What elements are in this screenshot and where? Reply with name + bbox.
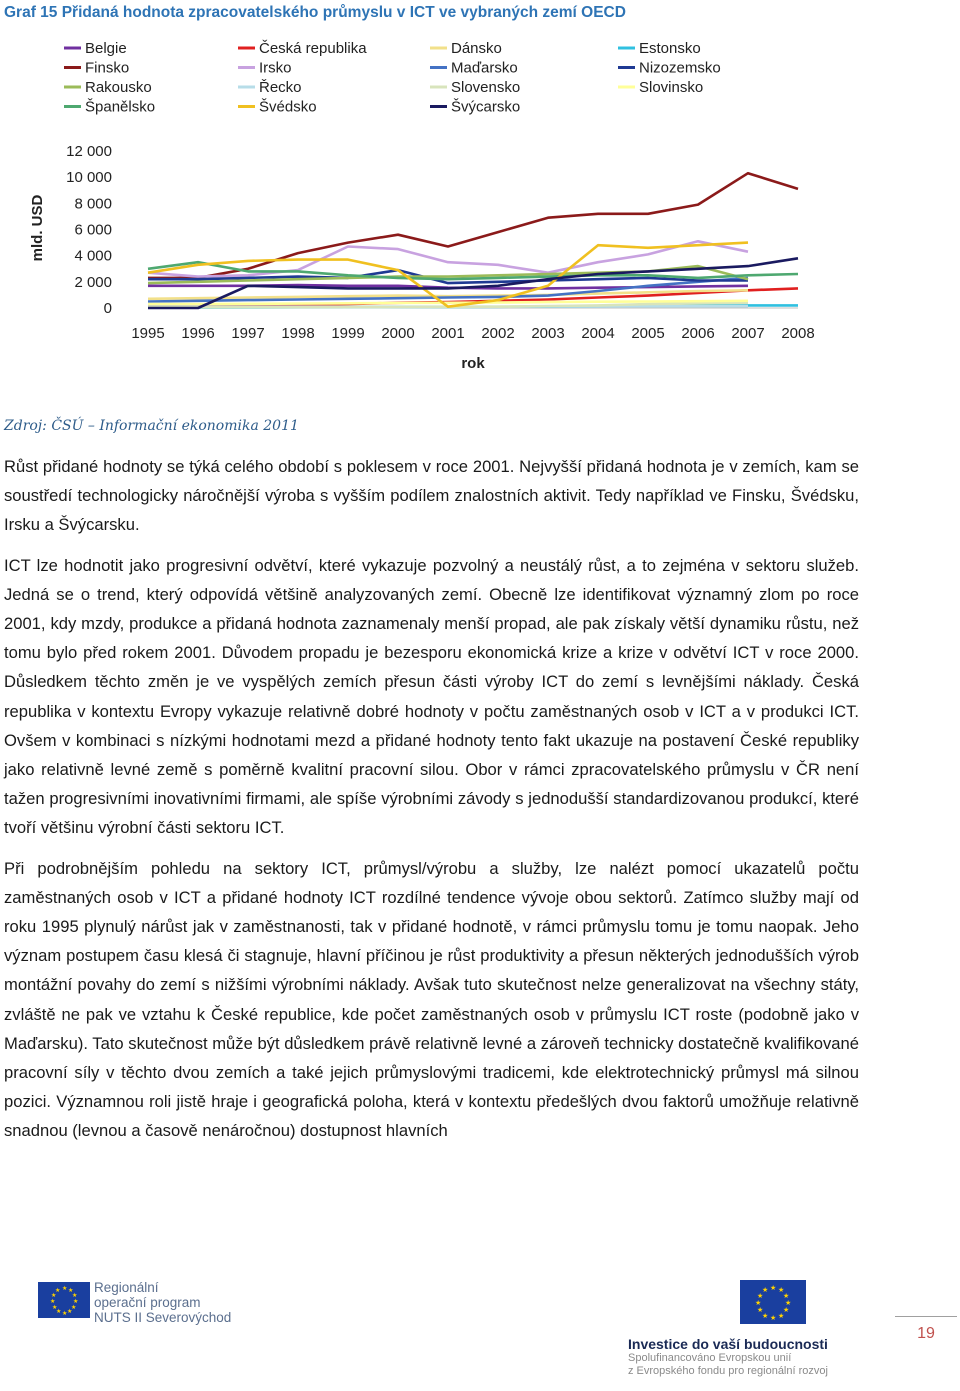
svg-text:★: ★ <box>762 1312 769 1320</box>
x-tick-label: 1996 <box>181 325 215 342</box>
svg-text:★: ★ <box>755 1299 762 1307</box>
page-footer <box>0 1270 960 1391</box>
x-tick-label: 2005 <box>631 325 665 342</box>
svg-text:★: ★ <box>51 1292 57 1299</box>
svg-text:★: ★ <box>55 1287 61 1294</box>
svg-text:★: ★ <box>770 1284 777 1292</box>
x-tick-label: 1995 <box>131 325 165 342</box>
legend-label: Slovensko <box>451 79 521 96</box>
y-tick-label: 4 000 <box>74 247 112 265</box>
figure-caption: Graf 15 Přidaná hodnota zpracovatelského průmyslu v ICT ve vybraných zemí OECD <box>4 4 626 21</box>
svg-text:★: ★ <box>757 1306 764 1314</box>
body-text <box>4 452 859 1146</box>
svg-text:★: ★ <box>757 1292 764 1300</box>
legend-label: Irsko <box>259 59 292 77</box>
svg-text:★: ★ <box>71 1304 77 1311</box>
y-tick-label: 8 000 <box>74 195 112 213</box>
x-tick-label: 2001 <box>431 325 465 342</box>
x-tick-label: 2008 <box>781 325 815 342</box>
y-tick-labels <box>66 143 112 317</box>
legend-label: Dánsko <box>451 40 502 57</box>
paragraph-2: ICT lze hodnotit jako progresivní odvětví, které vykazuje pozvolný a neustálý růst, a to zejména v sektoru služeb. Jedná se o trend, který odpovídá většině analyzovaných zemí. Obecně lze identifikovat významný zlom po roce 2001, kdy mzdy, produkce a přidaná hodnota zaznamenaly menší propad, ale pak získaly větší dynamiku růstu, než tomu bylo před rokem 2001. Důvodem propadu je bezesporu ekonomická krize a krize v odvětví ICT v roce 2000. Důsledkem těchto změn je ve vyspělých zemích přesun části výroby ICT do zemí s levnějšími náklady. Česká republika v kontextu Evropy vykazuje relativně dobré hodnoty v počtu zaměstnaných osob v ICT a v produkci ICT. Ovšem v kombinaci s nízkými hodnotami mezd a přidané hodnoty tento fakt ukazuje na postavení České republiky jako relativně levné země s poměrně kvalitní pracovní silou. Obor v rámci zpracovatelského průmyslu v ČR není tažen progresivními inovativními firmami, ale spíše výrobními závody s jednodušší standardizovanou produkcí, které tvoří většinu výrobní části sektoru ICT. <box>4 555 859 838</box>
y-tick-label: 12 000 <box>66 143 112 160</box>
legend-label: Finsko <box>85 59 130 77</box>
svg-text:★: ★ <box>783 1306 790 1314</box>
svg-text:★: ★ <box>783 1292 790 1300</box>
legend-label: Belgie <box>85 40 127 57</box>
legend-label: Slovinsko <box>639 79 704 96</box>
svg-text:★: ★ <box>778 1286 785 1294</box>
svg-text:★: ★ <box>62 1285 68 1292</box>
program-line-2: operační program <box>94 1295 201 1310</box>
y-tick-label: 6 000 <box>74 221 112 239</box>
y-tick-label: 10 000 <box>66 169 112 187</box>
legend-label: Estonsko <box>639 40 701 57</box>
svg-text:★: ★ <box>73 1298 79 1305</box>
svg-text:★: ★ <box>72 1292 78 1299</box>
x-tick-label: 2000 <box>381 325 415 342</box>
slogan-line-1: Investice do vaší budoucnosti <box>628 1336 828 1352</box>
svg-text:★: ★ <box>52 1304 58 1311</box>
x-tick-label: 2006 <box>681 325 715 342</box>
program-line-3: NUTS II Severovýchod <box>94 1310 232 1325</box>
svg-text:★: ★ <box>68 1287 74 1294</box>
eu-flag-icon <box>740 1280 806 1324</box>
x-tick-label: 1997 <box>231 325 265 342</box>
legend-label: Česká republika <box>259 40 367 57</box>
investment-slogan <box>628 1336 828 1378</box>
svg-text:★: ★ <box>56 1308 62 1315</box>
program-logo-text <box>94 1280 231 1325</box>
x-tick-label: 2004 <box>581 325 615 342</box>
x-tick-label: 2007 <box>731 325 765 342</box>
legend-label: Švýcarsko <box>451 98 521 116</box>
source-note: Zdroj: ČSÚ – Informační ekonomika 2011 <box>4 418 299 434</box>
legend-label: Maďarsko <box>451 59 518 77</box>
legend-label: Rakousko <box>85 79 152 96</box>
svg-text:★: ★ <box>50 1298 56 1305</box>
line-chart <box>0 36 960 381</box>
svg-text:★: ★ <box>62 1310 68 1317</box>
svg-text:★: ★ <box>762 1286 769 1294</box>
paragraph-3: Při podrobnějším pohledu na sektory ICT, průmysl/výrobu a služby, lze nalézt pomocí ukazatelů počtu zaměstnaných osob v ICT a přidané hodnoty ICT rozdílné tendence vývoje obou sektorů. Zatímco služby mají od roku 1995 plynulý nárůst jak v zaměstnanosti, tak v přidané hodnotě, v rámci průmyslu tomu je tomu naopak. Jeho význam postupem času klesá či stagnuje, hlavní příčinou je růst produktivity a přesun některých jednodušších výrob montážní povahy do zemí s nižšími výrobními náklady. Avšak tuto skutečnost nelze generalizovat na všechny státy, zvláště ne pak ve vztahu k České republice, kde počet zaměstnaných osob v průmyslu ICT roste (podobně jako v Maďarsku). Tato skutečnost může být důsledkem právě relativně levné a zároveň technicky dostatečně kvalifikované pracovní síly v těchto dvou zemích a také jejich průmyslovými tradicemi, kde elektrotechnický průmysl má silnou pozici. Významnou roli jistě hraje i geografická poloha, která v kontextu předešlých dvou faktorů umožňuje relativně snadnou (levnou a časově nenáročnou) dostupnost hlavních <box>4 858 859 1141</box>
y-tick-label: 0 <box>103 300 112 317</box>
legend-label: Španělsko <box>85 98 156 116</box>
legend-label: Nizozemsko <box>639 59 721 77</box>
svg-text:★: ★ <box>778 1312 785 1320</box>
x-axis-label: rok <box>461 355 485 372</box>
paragraph-1: Růst přidané hodnoty se týká celého období s poklesem v roce 2001. Nejvyšší přidaná hodnota je v zemích, kam se soustředí technologicky náročnější výroba s vyšším podílem znalostních aktivit. Tedy například ve Finsku, Švédsku, Irsku a Švýcarsku. <box>4 457 859 535</box>
eu-flag-icon <box>38 1282 90 1318</box>
page-number: 19 <box>895 1316 957 1343</box>
program-line-1: Regionální <box>94 1280 159 1295</box>
x-tick-label: 2003 <box>531 325 565 342</box>
x-tick-label: 2002 <box>481 325 515 342</box>
slogan-line-2: Spolufinancováno Evropskou unií <box>628 1352 792 1364</box>
x-tick-label: 1999 <box>331 325 365 342</box>
svg-text:★: ★ <box>67 1308 73 1315</box>
chart-legend <box>64 40 721 116</box>
y-tick-label: 2 000 <box>74 273 112 291</box>
legend-label: Švédsko <box>259 98 317 116</box>
svg-text:★: ★ <box>770 1314 777 1322</box>
x-tick-labels <box>131 325 814 342</box>
x-tick-label: 1998 <box>281 325 315 342</box>
y-axis-label: mld. USD <box>29 194 46 262</box>
slogan-line-3: z Evropského fondu pro regionální rozvoj <box>628 1365 828 1377</box>
chart-series <box>148 173 798 308</box>
legend-label: Řecko <box>259 79 302 96</box>
svg-text:★: ★ <box>785 1299 792 1307</box>
